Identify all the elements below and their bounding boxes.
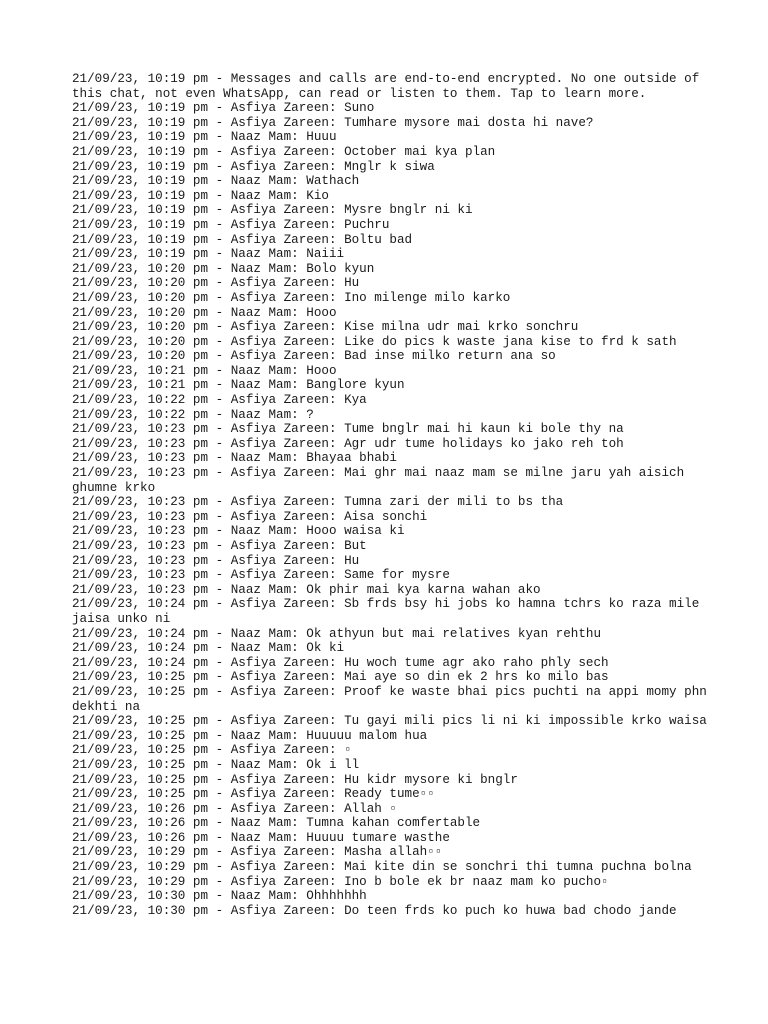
chat-message-line: 21/09/23, 10:19 pm - Naaz Mam: Kio (72, 188, 329, 203)
chat-message-line: 21/09/23, 10:23 pm - Naaz Mam: Bhayaa bhabi (72, 451, 397, 466)
chat-message-line: 21/09/23, 10:25 pm - Asfiya Zareen: Tu gayi mili pics li ni ki impossible krko waisa (72, 714, 707, 729)
chat-message-line: 21/09/23, 10:20 pm - Asfiya Zareen: Kise milna udr mai krko sonchru (72, 320, 579, 335)
chat-message-line: 21/09/23, 10:23 pm - Asfiya Zareen: Aisa sonchi (72, 509, 428, 524)
chat-message-line: 21/09/23, 10:25 pm - Naaz Mam: Ok i ll (72, 757, 360, 772)
chat-message-line: 21/09/23, 10:25 pm - Asfiya Zareen: ▫ (72, 743, 352, 758)
chat-message-line: 21/09/23, 10:23 pm - Asfiya Zareen: Agr udr tume holidays ko jako reh toh (72, 436, 624, 451)
chat-message-line: 21/09/23, 10:29 pm - Asfiya Zareen: Ino b bole ek br naaz mam ko pucho▫ (72, 874, 609, 889)
chat-message-line: 21/09/23, 10:23 pm - Asfiya Zareen: Same for mysre (72, 568, 450, 583)
chat-message-line: 21/09/23, 10:19 pm - Naaz Mam: Wathach (72, 174, 360, 189)
chat-message-line: 21/09/23, 10:25 pm - Asfiya Zareen: Mai aye so din ek 2 hrs ko milo bas (72, 670, 609, 685)
chat-message-line: 21/09/23, 10:23 pm - Asfiya Zareen: Hu (72, 553, 360, 568)
chat-message-line: 21/09/23, 10:19 pm - Asfiya Zareen: Puchru (72, 217, 390, 232)
chat-message-line: 21/09/23, 10:22 pm - Naaz Mam: ? (72, 407, 314, 422)
chat-message-line: 21/09/23, 10:23 pm - Naaz Mam: Hooo waisa ki (72, 524, 405, 539)
chat-message-line: 21/09/23, 10:19 pm - Asfiya Zareen: Mnglr k siwa (72, 159, 435, 174)
chat-message-line: 21/09/23, 10:26 pm - Asfiya Zareen: Allah ▫ (72, 801, 397, 816)
chat-message-line: 21/09/23, 10:24 pm - Naaz Mam: Ok athyun but mai relatives kyan rehthu (72, 626, 602, 641)
chat-message-line: 21/09/23, 10:19 pm - Asfiya Zareen: October mai kya plan (72, 144, 496, 159)
chat-message-line: 21/09/23, 10:20 pm - Asfiya Zareen: Like do pics k waste jana kise to frd k sath (72, 334, 677, 349)
chat-message-line: 21/09/23, 10:30 pm - Naaz Mam: Ohhhhhhh (72, 889, 367, 904)
chat-message-line: 21/09/23, 10:25 pm - Asfiya Zareen: Proof ke waste bhai pics puchti na appi momy phn dekhti na (72, 684, 715, 714)
chat-message-line: 21/09/23, 10:20 pm - Asfiya Zareen: Hu (72, 276, 360, 291)
encryption-notice: 21/09/23, 10:19 pm - Messages and calls are end-to-end encrypted. No one outside of this chat, not even WhatsApp, can read or listen to them. Tap to learn more. (72, 72, 707, 101)
chat-message-line: 21/09/23, 10:24 pm - Asfiya Zareen: Sb frds bsy hi jobs ko hamna tchrs ko raza mile jaisa unko ni (72, 597, 707, 626)
chat-message-line: 21/09/23, 10:21 pm - Naaz Mam: Banglore kyun (72, 378, 405, 393)
chat-message-line: 21/09/23, 10:20 pm - Naaz Mam: Hooo (72, 305, 337, 320)
chat-message-line: 21/09/23, 10:22 pm - Asfiya Zareen: Kya (72, 393, 367, 408)
chat-message-line: 21/09/23, 10:20 pm - Asfiya Zareen: Bad inse milko return ana so (72, 349, 556, 364)
chat-message-line: 21/09/23, 10:29 pm - Asfiya Zareen: Masha allah▫▫ (72, 845, 443, 860)
chat-message-line: 21/09/23, 10:19 pm - Asfiya Zareen: Mysre bnglr ni ki (72, 203, 473, 218)
chat-message-line: 21/09/23, 10:23 pm - Naaz Mam: Ok phir mai kya karna wahan ako (72, 582, 541, 597)
chat-message-line: 21/09/23, 10:30 pm - Asfiya Zareen: Do teen frds ko puch ko huwa bad chodo jande (72, 903, 677, 918)
chat-export-document (72, 72, 715, 918)
chat-message-line: 21/09/23, 10:19 pm - Naaz Mam: Huuu (72, 130, 337, 145)
chat-message-line: 21/09/23, 10:23 pm - Asfiya Zareen: But (72, 539, 367, 553)
chat-message-line: 21/09/23, 10:26 pm - Naaz Mam: Huuuu tumare wasthe (72, 830, 450, 845)
chat-message-line: 21/09/23, 10:23 pm - Asfiya Zareen: Tume bnglr mai hi kaun ki bole thy na (72, 422, 624, 437)
chat-message-line: 21/09/23, 10:21 pm - Naaz Mam: Hooo (72, 363, 337, 378)
chat-message-line: 21/09/23, 10:25 pm - Asfiya Zareen: Ready tume▫▫ (72, 787, 435, 802)
chat-message-line: 21/09/23, 10:20 pm - Asfiya Zareen: Ino milenge milo karko (72, 290, 511, 305)
chat-message-line: 21/09/23, 10:23 pm - Asfiya Zareen: Mai ghr mai naaz mam se milne jaru yah aisich ghumne krko (72, 466, 692, 495)
chat-message-line: 21/09/23, 10:29 pm - Asfiya Zareen: Mai kite din se sonchri thi tumna puchna bolna (72, 860, 692, 875)
chat-message-line: 21/09/23, 10:24 pm - Asfiya Zareen: Hu woch tume agr ako raho phly sech (72, 655, 609, 670)
chat-message-line: 21/09/23, 10:26 pm - Naaz Mam: Tumna kahan comfertable (72, 816, 481, 831)
chat-message-line: 21/09/23, 10:20 pm - Naaz Mam: Bolo kyun (72, 261, 375, 276)
chat-message-line: 21/09/23, 10:19 pm - Asfiya Zareen: Boltu bad (72, 232, 413, 247)
chat-message-line: 21/09/23, 10:19 pm - Asfiya Zareen: Tumhare mysore mai dosta hi nave? (72, 115, 594, 130)
chat-message-line: 21/09/23, 10:25 pm - Naaz Mam: Huuuuu malom hua (72, 728, 428, 743)
chat-message-line: 21/09/23, 10:19 pm - Naaz Mam: Naiii (72, 247, 345, 262)
chat-message-line: 21/09/23, 10:25 pm - Asfiya Zareen: Hu kidr mysore ki bnglr (72, 772, 518, 787)
chat-message-line: 21/09/23, 10:24 pm - Naaz Mam: Ok ki (72, 641, 345, 656)
chat-message-line: 21/09/23, 10:19 pm - Asfiya Zareen: Suno (72, 101, 375, 116)
chat-message-line: 21/09/23, 10:23 pm - Asfiya Zareen: Tumna zari der mili to bs tha (72, 495, 564, 510)
